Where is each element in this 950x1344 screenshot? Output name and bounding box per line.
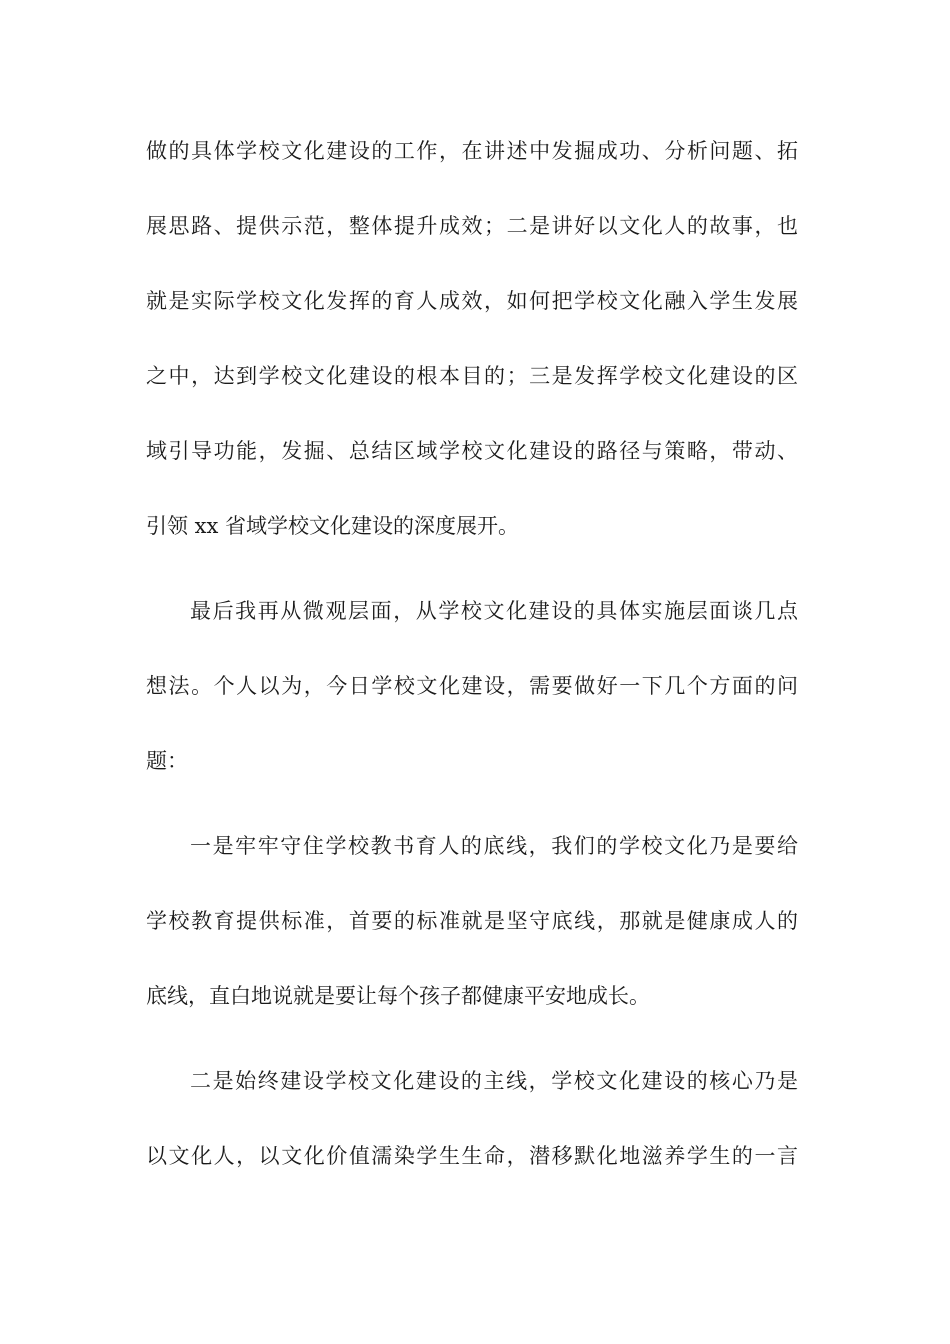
paragraph-4-line-1: 二是始终建设学校文化建设的主线，学校文化建设的核心乃是 [190, 1069, 798, 1093]
paragraph-1-line-5: 域引导功能，发掘、总结区域学校文化建设的路径与策略，带动、 [146, 439, 798, 463]
paragraph-1-line-1: 做的具体学校文化建设的工作，在讲述中发掘成功、分析问题、拓 [146, 139, 798, 163]
paragraph-1-line-2: 展思路、提供示范，整体提升成效；二是讲好以文化人的故事，也 [146, 214, 798, 238]
paragraph-1-line-4: 之中，达到学校文化建设的根本目的；三是发挥学校文化建设的区 [146, 364, 798, 388]
paragraph-3-line-2: 学校教育提供标准，首要的标准就是坚守底线，那就是健康成人的 [146, 909, 798, 933]
paragraph-2-line-2: 想法。个人以为，今日学校文化建设，需要做好一下几个方面的问 [146, 674, 798, 698]
paragraph-3-line-3: 底线，直白地说就是要让每个孩子都健康平安地成长。 [146, 984, 650, 1008]
paragraph-1-line-6: 引领 xx 省域学校文化建设的深度展开。 [146, 514, 520, 538]
paragraph-4-line-2: 以文化人，以文化价值濡染学生生命，潜移默化地滋养学生的一言 [146, 1144, 798, 1168]
paragraph-1-line-3: 就是实际学校文化发挥的育人成效，如何把学校文化融入学生发展 [146, 289, 798, 313]
paragraph-3-line-1: 一是牢牢守住学校教书育人的底线，我们的学校文化乃是要给 [190, 834, 798, 858]
paragraph-2-line-1: 最后我再从微观层面，从学校文化建设的具体实施层面谈几点 [190, 599, 798, 623]
paragraph-2-line-3: 题： [146, 749, 188, 773]
